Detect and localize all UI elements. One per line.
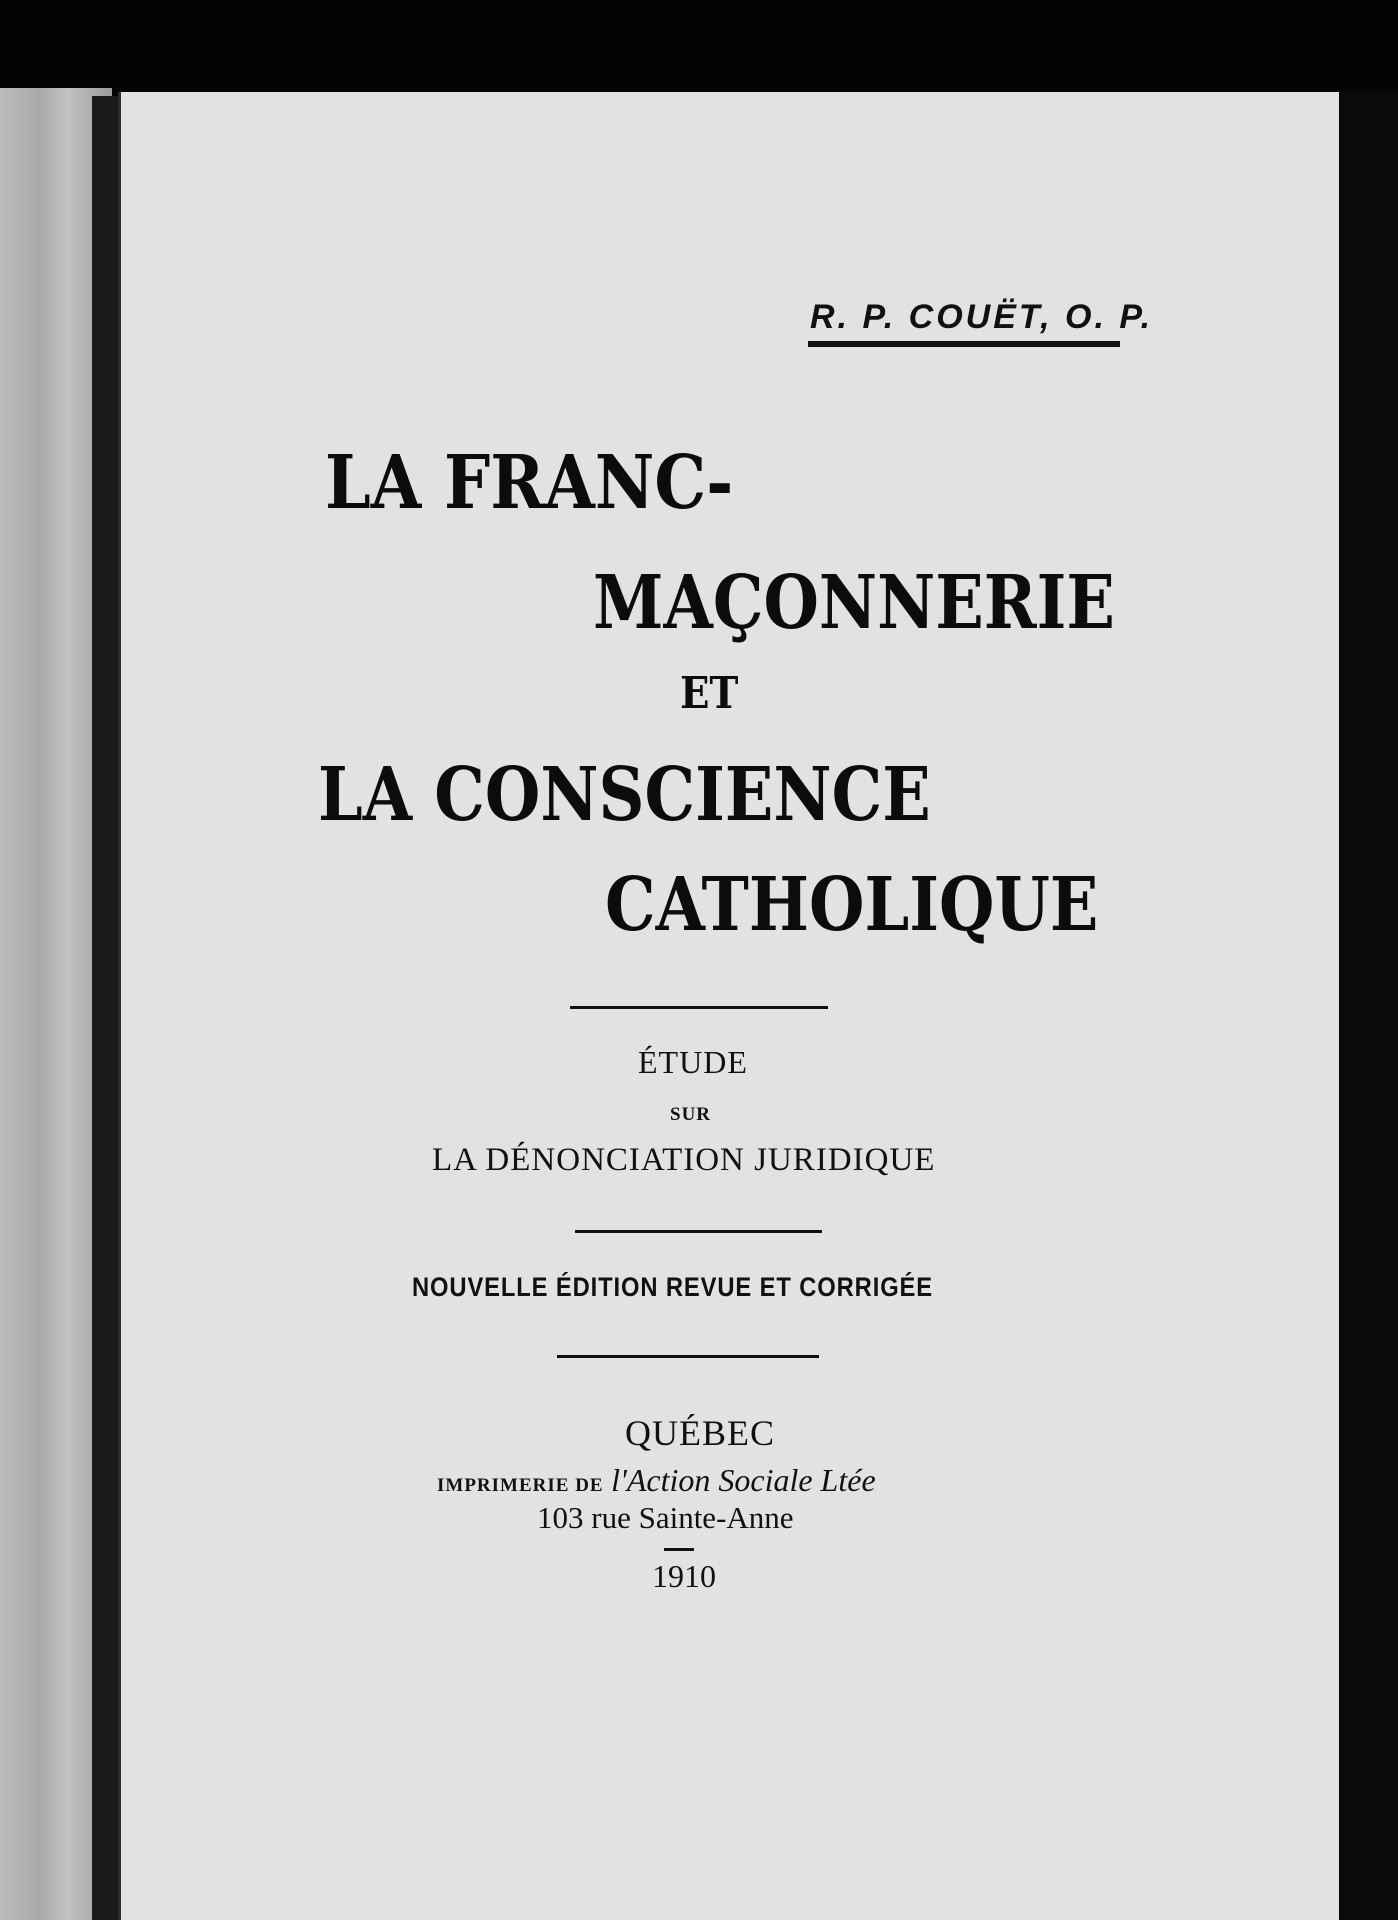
title-line-3: ET <box>680 668 739 719</box>
subtitle-etude: ÉTUDE <box>638 1044 748 1080</box>
subtitle-topic: LA DÉNONCIATION JURIDIQUE <box>432 1142 936 1178</box>
title-line-5: CATHOLIQUE <box>605 862 1099 948</box>
imprint-publisher: l'Action Sociale Ltée <box>611 1462 876 1498</box>
divider-rule <box>575 1230 822 1233</box>
title-line-4: LA CONSCIENCE <box>318 752 931 838</box>
author-underline <box>808 341 1120 347</box>
title-line-2: MAÇONNERIE <box>593 560 1115 646</box>
imprint-line <box>437 1462 876 1499</box>
top-margin-band <box>0 0 1398 88</box>
title-line-1: LA FRANC- <box>325 440 734 526</box>
imprint-year: 1910 <box>652 1558 716 1594</box>
right-margin-band <box>1336 92 1398 1920</box>
year-dash <box>664 1548 694 1551</box>
edition-note: NOUVELLE ÉDITION REVUE ET CORRIGÉE <box>412 1272 934 1302</box>
imprint-address: 103 rue Sainte-Anne <box>537 1500 794 1535</box>
spine-edge <box>92 96 120 1920</box>
divider-rule <box>557 1355 819 1358</box>
subtitle-sur: SUR <box>670 1104 712 1125</box>
imprint-city: QUÉBEC <box>625 1413 775 1453</box>
imprint-label: IMPRIMERIE DE <box>437 1475 604 1496</box>
divider-rule <box>570 1006 828 1009</box>
author-name: R. P. COUËT, O. P. <box>810 298 1154 336</box>
